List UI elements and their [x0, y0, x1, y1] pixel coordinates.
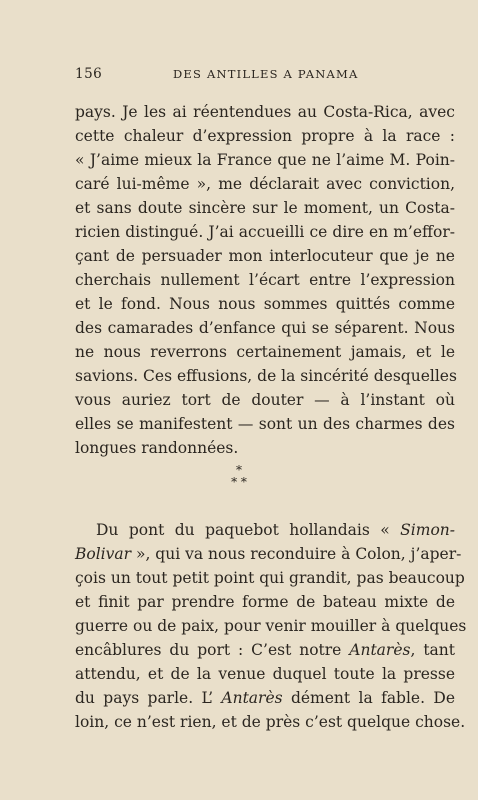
text-line: ne nous reverrons certainement jamais, et le: [75, 343, 455, 361]
page-number: 156: [75, 66, 103, 82]
text-line: [75, 638, 455, 662]
text-line: attendu, et de la venue duquel toute la presse: [75, 665, 455, 683]
text-run: dément la fable. De: [282, 689, 456, 707]
ship-name: Simon-: [400, 521, 455, 539]
asterism-top: *: [236, 463, 242, 477]
text-line: longues randonnées.: [75, 439, 239, 457]
text-line: guerre ou de paix, pour venir mouiller à quelques: [75, 617, 467, 635]
ship-name: Antarès: [221, 689, 283, 707]
text-line: pays. Je les ai réentendues au Costa-Rica, avec: [75, 103, 455, 121]
running-title: DES ANTILLES A PANAMA: [173, 67, 359, 81]
text-line: et finit par prendre forme de bateau mixte de: [75, 593, 455, 611]
ship-name: Antarès: [349, 641, 411, 659]
text-line: cette chaleur d’expression propre à la race :: [75, 127, 455, 145]
text-line: et sans doute sincère sur le moment, un Costa-: [75, 199, 455, 217]
text-run: du pays parle. L’: [75, 689, 222, 707]
text-line: « J’aime mieux la France que ne l’aime M. Poin-: [75, 151, 455, 169]
page-header: [75, 66, 455, 86]
text-run: », qui va nous reconduire à Colon, j’aper-: [131, 545, 462, 563]
text-line: vous auriez tort de douter — à l’instant où: [75, 391, 455, 409]
ship-name: Bolivar: [75, 545, 132, 563]
text-line: et le fond. Nous nous sommes quittés comme: [75, 295, 455, 313]
text-line: cherchais nullement l’écart entre l’expression: [75, 271, 455, 289]
text-run: Du pont du paquebot hollandais «: [96, 521, 401, 539]
text-run: encâblures du port : C’est notre: [75, 641, 350, 659]
text-line: çant de persuader mon interlocuteur que je ne: [75, 247, 455, 265]
text-line: çois un tout petit point qui grandit, pas beaucoup: [75, 569, 465, 587]
text-line: [75, 686, 455, 710]
text-line: [96, 518, 455, 542]
text-line: des camarades d’enfance qui se séparent. Nous: [75, 319, 455, 337]
text-line: loin, ce n’est rien, et de près c’est quelque chose.: [75, 713, 466, 731]
text-line: caré lui-même », me déclarait avec conviction,: [75, 175, 455, 193]
text-line: elles se manifestent — sont un des charmes des: [75, 415, 455, 433]
text-line: savions. Ces effusions, de la sincérité desquelles: [75, 367, 457, 385]
text-run: , tant: [410, 641, 455, 659]
text-line: ricien distingué. J’ai accueilli ce dire en m’effor-: [75, 223, 455, 241]
asterism-bottom: * *: [231, 475, 247, 489]
text-line: [75, 542, 462, 566]
